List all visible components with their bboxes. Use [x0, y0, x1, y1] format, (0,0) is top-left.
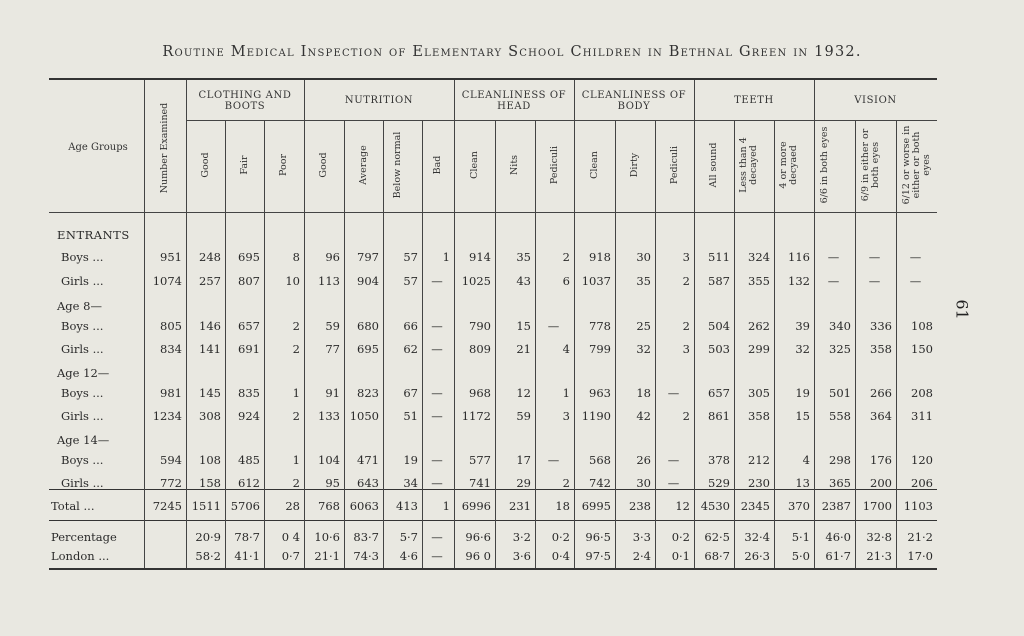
table-cell: 695: [238, 250, 260, 264]
table-cell: 5·7: [399, 530, 418, 544]
table-cell: 21: [516, 342, 531, 356]
table-cell: —: [827, 274, 840, 288]
table-cell: 32: [636, 342, 651, 356]
subheader-pediculi: Pediculi: [669, 145, 680, 185]
table-cell: 1: [292, 386, 300, 400]
table-row-a12_boys: [49, 386, 937, 402]
table-cell: 68·7: [704, 549, 730, 563]
table-cell: 1: [442, 250, 450, 264]
row-label: Boys ...: [61, 386, 104, 400]
table-cell: 43: [516, 274, 531, 288]
table-cell: 3: [682, 342, 690, 356]
table-cell: 0·1: [671, 549, 690, 563]
table-cell: 336: [870, 319, 892, 333]
table-cell: 59: [325, 319, 340, 333]
table-cell: 10·6: [314, 530, 340, 544]
table-cell: 26·3: [744, 549, 770, 563]
table-cell: 1700: [862, 499, 892, 513]
table-cell: 0·7: [281, 549, 300, 563]
table-cell: 6: [562, 274, 570, 288]
table-cell: —: [431, 386, 443, 400]
table-cell: —: [868, 250, 881, 264]
table-cell: 108: [199, 453, 221, 467]
table-cell: 790: [469, 319, 491, 333]
table-cell: 3: [562, 409, 570, 423]
table-cell: 96·6: [465, 530, 491, 544]
table-cell: 17·0: [907, 549, 933, 563]
table-cell: 325: [829, 342, 851, 356]
table-cell: 834: [160, 342, 182, 356]
table-cell: 120: [911, 453, 933, 467]
table-cell: 3·3: [632, 530, 651, 544]
table-cell: 5·1: [791, 530, 810, 544]
table-cell: 176: [870, 453, 892, 467]
table-cell: 308: [199, 409, 221, 423]
table-cell: 208: [911, 386, 933, 400]
subheader-dirty: Dirty: [629, 152, 640, 178]
table-cell: 568: [589, 453, 611, 467]
table-cell: 29: [516, 476, 531, 490]
table-cell: 504: [708, 319, 730, 333]
table-cell: 355: [748, 274, 770, 288]
table-cell: 32: [795, 342, 810, 356]
table-cell: 2·4: [632, 549, 651, 563]
table-cell: 503: [708, 342, 730, 356]
table-cell: —: [667, 386, 680, 400]
table-cell: 6995: [581, 499, 611, 513]
table-cell: 248: [199, 250, 221, 264]
table-cell: 2387: [821, 499, 851, 513]
table-cell: —: [431, 549, 443, 563]
table-cell: 18: [555, 499, 570, 513]
header-teeth: TEETH: [734, 95, 774, 106]
table-cell: 4·6: [399, 549, 418, 563]
table-cell: 62·5: [704, 530, 730, 544]
table-cell: 364: [870, 409, 892, 423]
table-cell: 96 0: [465, 549, 491, 563]
table-cell: 2: [292, 409, 300, 423]
table-cell: —: [909, 274, 922, 288]
table-cell: 3: [682, 250, 690, 264]
table-cell: 2: [682, 409, 690, 423]
table-cell: 57: [403, 274, 418, 288]
table-cell: 370: [788, 499, 810, 513]
subheader-fair: Fair: [239, 155, 250, 175]
inspection-table: [49, 78, 937, 570]
table-cell: 257: [199, 274, 221, 288]
table-cell: 91: [325, 386, 340, 400]
table-cell: 1025: [461, 274, 491, 288]
table-cell: 807: [238, 274, 260, 288]
table-cell: 21·3: [866, 549, 892, 563]
table-cell: 772: [160, 476, 182, 490]
table-cell: 266: [870, 386, 892, 400]
table-cell: 35: [516, 250, 531, 264]
table-cell: 1050: [349, 409, 379, 423]
table-cell: 968: [469, 386, 491, 400]
table-cell: 768: [318, 499, 340, 513]
table-cell: 97·5: [585, 549, 611, 563]
subheader-good: Good: [318, 152, 329, 178]
table-cell: 1074: [152, 274, 182, 288]
table-cell: 30: [636, 250, 651, 264]
table-cell: 365: [829, 476, 851, 490]
table-cell: 230: [748, 476, 770, 490]
table-cell: 695: [357, 342, 379, 356]
table-cell: 0·4: [551, 549, 570, 563]
table-cell: 19: [795, 386, 810, 400]
table-cell: —: [547, 319, 560, 333]
table-cell: 116: [788, 250, 810, 264]
total-bottom-rule: [49, 520, 937, 521]
table-cell: 924: [238, 409, 260, 423]
table-cell: 78·7: [234, 530, 260, 544]
table-cell: 21·1: [314, 549, 340, 563]
table-row-a8_boys: [49, 319, 937, 335]
table-cell: 529: [708, 476, 730, 490]
table-row-e_girls: [49, 274, 937, 290]
table-cell: 35: [636, 274, 651, 288]
table-cell: 74·3: [353, 549, 379, 563]
table-cell: 19: [403, 453, 418, 467]
table-cell: 238: [629, 499, 651, 513]
table-row-percentage: [49, 530, 937, 546]
table-cell: 657: [708, 386, 730, 400]
table-cell: 2: [682, 319, 690, 333]
table-cell: 200: [870, 476, 892, 490]
table-row-a14_girls: [49, 476, 937, 492]
header-cleanliness-head: CLEANLINESS OF HEAD: [461, 90, 567, 112]
table-cell: 861: [708, 409, 730, 423]
subheader-nits: Nits: [509, 154, 520, 176]
table-row-a12_girls: [49, 409, 937, 425]
table-cell: 691: [238, 342, 260, 356]
table-cell: 77: [325, 342, 340, 356]
table-cell: 7245: [152, 499, 182, 513]
subheader-clean: Clean: [469, 151, 480, 179]
table-cell: 797: [357, 250, 379, 264]
row-label: Boys ...: [61, 250, 104, 264]
table-cell: 146: [199, 319, 221, 333]
table-cell: 13: [795, 476, 810, 490]
table-cell: 413: [396, 499, 418, 513]
subheader-6-12-or-worse: 6/12 or worse in either or both eyes: [901, 125, 932, 205]
table-cell: 28: [285, 499, 300, 513]
row-label: Girls ...: [61, 274, 104, 288]
table-cell: 0·2: [671, 530, 690, 544]
subheader-4-or-more-decayed: 4 or more decyaed: [778, 141, 799, 189]
table-cell: 299: [748, 342, 770, 356]
table-cell: 113: [318, 274, 340, 288]
table-cell: 132: [788, 274, 810, 288]
table-cell: 577: [469, 453, 491, 467]
table-cell: 141: [199, 342, 221, 356]
row-label: Boys ...: [61, 453, 104, 467]
row-label: Boys ...: [61, 319, 104, 333]
header-cleanliness-body: CLEANLINESS OF BODY: [581, 90, 687, 112]
table-row-london: [49, 549, 937, 565]
table-cell: 0·2: [551, 530, 570, 544]
table-cell: 12: [675, 499, 690, 513]
section-age-8: Age 8—: [57, 299, 102, 313]
table-cell: 799: [589, 342, 611, 356]
table-cell: 95: [325, 476, 340, 490]
row-label: Girls ...: [61, 476, 104, 490]
table-cell: 32·8: [866, 530, 892, 544]
subheader-pediculi: Pediculi: [549, 145, 560, 185]
table-cell: 61·7: [825, 549, 851, 563]
table-cell: 108: [911, 319, 933, 333]
table-cell: 3·6: [512, 549, 531, 563]
table-cell: 311: [911, 409, 933, 423]
subheader-6-6-both-eyes: 6/6 in both eyes: [819, 126, 830, 204]
table-cell: 32·4: [744, 530, 770, 544]
subheader-good: Good: [200, 152, 211, 178]
table-cell: 20·9: [195, 530, 221, 544]
table-cell: 904: [357, 274, 379, 288]
table-cell: 212: [748, 453, 770, 467]
table-cell: 4: [802, 453, 810, 467]
table-cell: 2: [292, 319, 300, 333]
table-cell: 823: [357, 386, 379, 400]
header-bottom-rule: [49, 212, 937, 213]
table-cell: 58·2: [195, 549, 221, 563]
table-cell: 558: [829, 409, 851, 423]
table-cell: 2: [562, 476, 570, 490]
header-vision: VISION: [854, 95, 897, 106]
table-cell: —: [868, 274, 881, 288]
table-cell: 587: [708, 274, 730, 288]
table-cell: 951: [160, 250, 182, 264]
table-cell: 1190: [581, 409, 611, 423]
table-cell: 8: [292, 250, 300, 264]
table-cell: 231: [509, 499, 531, 513]
table-cell: 471: [357, 453, 379, 467]
table-cell: 10: [285, 274, 300, 288]
table-cell: 15: [795, 409, 810, 423]
subheader-below-normal: Below normal: [392, 131, 403, 199]
table-row-a8_girls: [49, 342, 937, 358]
table-cell: 778: [589, 319, 611, 333]
table-cell: —: [909, 250, 922, 264]
table-cell: 298: [829, 453, 851, 467]
table-cell: 1: [442, 499, 450, 513]
section-age-14: Age 14—: [57, 433, 110, 447]
table-cell: —: [431, 342, 443, 356]
table-cell: 2: [562, 250, 570, 264]
table-cell: 34: [403, 476, 418, 490]
table-cell: 963: [589, 386, 611, 400]
table-cell: 340: [829, 319, 851, 333]
table-cell: 6996: [461, 499, 491, 513]
table-cell: 6063: [349, 499, 379, 513]
table-cell: —: [667, 453, 680, 467]
table-cell: —: [431, 409, 443, 423]
table-cell: 485: [238, 453, 260, 467]
table-cell: —: [431, 530, 443, 544]
table-cell: 378: [708, 453, 730, 467]
table-cell: 5·0: [791, 549, 810, 563]
table-cell: 1103: [903, 499, 933, 513]
table-cell: 26: [636, 453, 651, 467]
table-cell: 30: [636, 476, 651, 490]
table-cell: —: [547, 453, 560, 467]
table-cell: 206: [911, 476, 933, 490]
row-label: Girls ...: [61, 409, 104, 423]
header-nutrition: NUTRITION: [344, 95, 414, 106]
table-cell: 4530: [700, 499, 730, 513]
table-cell: —: [431, 274, 443, 288]
group-header-rule: [186, 120, 937, 121]
subheader-all-sound: All sound: [708, 142, 719, 188]
table-row-e_boys: [49, 250, 937, 266]
table-cell: 51: [403, 409, 418, 423]
table-cell: 742: [589, 476, 611, 490]
table-cell: 21·2: [907, 530, 933, 544]
subheader-bad: Bad: [432, 155, 443, 175]
table-cell: 150: [911, 342, 933, 356]
table-cell: 1511: [191, 499, 221, 513]
table-cell: 358: [870, 342, 892, 356]
table-cell: —: [667, 476, 680, 490]
table-row-total: [49, 499, 937, 515]
table-cell: 66: [403, 319, 418, 333]
table-cell: 1: [562, 386, 570, 400]
table-cell: 1: [292, 453, 300, 467]
table-cell: 0 4: [281, 530, 300, 544]
table-cell: 2: [292, 342, 300, 356]
table-cell: 1172: [461, 409, 491, 423]
table-cell: 96·5: [585, 530, 611, 544]
subheader-clean: Clean: [589, 151, 600, 179]
table-cell: 594: [160, 453, 182, 467]
table-cell: 657: [238, 319, 260, 333]
table-cell: 358: [748, 409, 770, 423]
table-cell: 133: [318, 409, 340, 423]
table-cell: 612: [238, 476, 260, 490]
table-cell: 12: [516, 386, 531, 400]
table-cell: —: [827, 250, 840, 264]
section-entrants: ENTRANTS: [57, 228, 130, 242]
table-cell: 680: [357, 319, 379, 333]
row-label: London ...: [51, 549, 110, 563]
header-clothing: CLOTHING AND BOOTS: [198, 90, 292, 112]
table-cell: 67: [403, 386, 418, 400]
header-number-examined: Number Examined: [159, 102, 170, 194]
table-cell: 83·7: [353, 530, 379, 544]
header-age-groups: Age Groups: [68, 142, 128, 153]
table-cell: 42: [636, 409, 651, 423]
table-cell: 5706: [230, 499, 260, 513]
table-cell: 57: [403, 250, 418, 264]
table-cell: 18: [636, 386, 651, 400]
table-cell: 62: [403, 342, 418, 356]
table-cell: 3·2: [512, 530, 531, 544]
subheader-6-9-either: 6/9 in either or both eyes: [860, 128, 881, 202]
page-title: Routine Medical Inspection of Elementary School Children in Bethnal Green in 1932.: [162, 44, 862, 60]
page-number: 61: [952, 299, 972, 320]
table-cell: 2: [292, 476, 300, 490]
table-cell: 2: [682, 274, 690, 288]
table-cell: 914: [469, 250, 491, 264]
table-cell: —: [431, 453, 443, 467]
table-cell: —: [431, 319, 443, 333]
table-cell: 2345: [740, 499, 770, 513]
table-cell: 46·0: [825, 530, 851, 544]
subheader-average: Average: [358, 145, 369, 185]
table-cell: 145: [199, 386, 221, 400]
table-cell: 262: [748, 319, 770, 333]
subheader-poor: Poor: [278, 154, 289, 176]
table-cell: 643: [357, 476, 379, 490]
table-cell: 1234: [152, 409, 182, 423]
table-cell: 96: [325, 250, 340, 264]
row-label: Girls ...: [61, 342, 104, 356]
table-cell: 41·1: [234, 549, 260, 563]
table-cell: —: [431, 476, 443, 490]
table-cell: 501: [829, 386, 851, 400]
row-label: Percentage: [51, 530, 117, 544]
table-cell: 4: [562, 342, 570, 356]
table-cell: 809: [469, 342, 491, 356]
table-cell: 324: [748, 250, 770, 264]
row-label: Total ...: [51, 499, 95, 513]
table-row-a14_boys: [49, 453, 937, 469]
subheader-less-than-4-decayed: Less than 4 decayed: [738, 137, 759, 193]
table-cell: 158: [199, 476, 221, 490]
table-cell: 17: [516, 453, 531, 467]
table-cell: 981: [160, 386, 182, 400]
table-cell: 59: [516, 409, 531, 423]
table-cell: 104: [318, 453, 340, 467]
table-cell: 918: [589, 250, 611, 264]
table-cell: 805: [160, 319, 182, 333]
table-cell: 511: [708, 250, 730, 264]
table-cell: 305: [748, 386, 770, 400]
table-cell: 15: [516, 319, 531, 333]
table-cell: 39: [795, 319, 810, 333]
table-cell: 741: [469, 476, 491, 490]
table-cell: 835: [238, 386, 260, 400]
table-cell: 25: [636, 319, 651, 333]
table-cell: 1037: [581, 274, 611, 288]
section-age-12: Age 12—: [57, 366, 110, 380]
